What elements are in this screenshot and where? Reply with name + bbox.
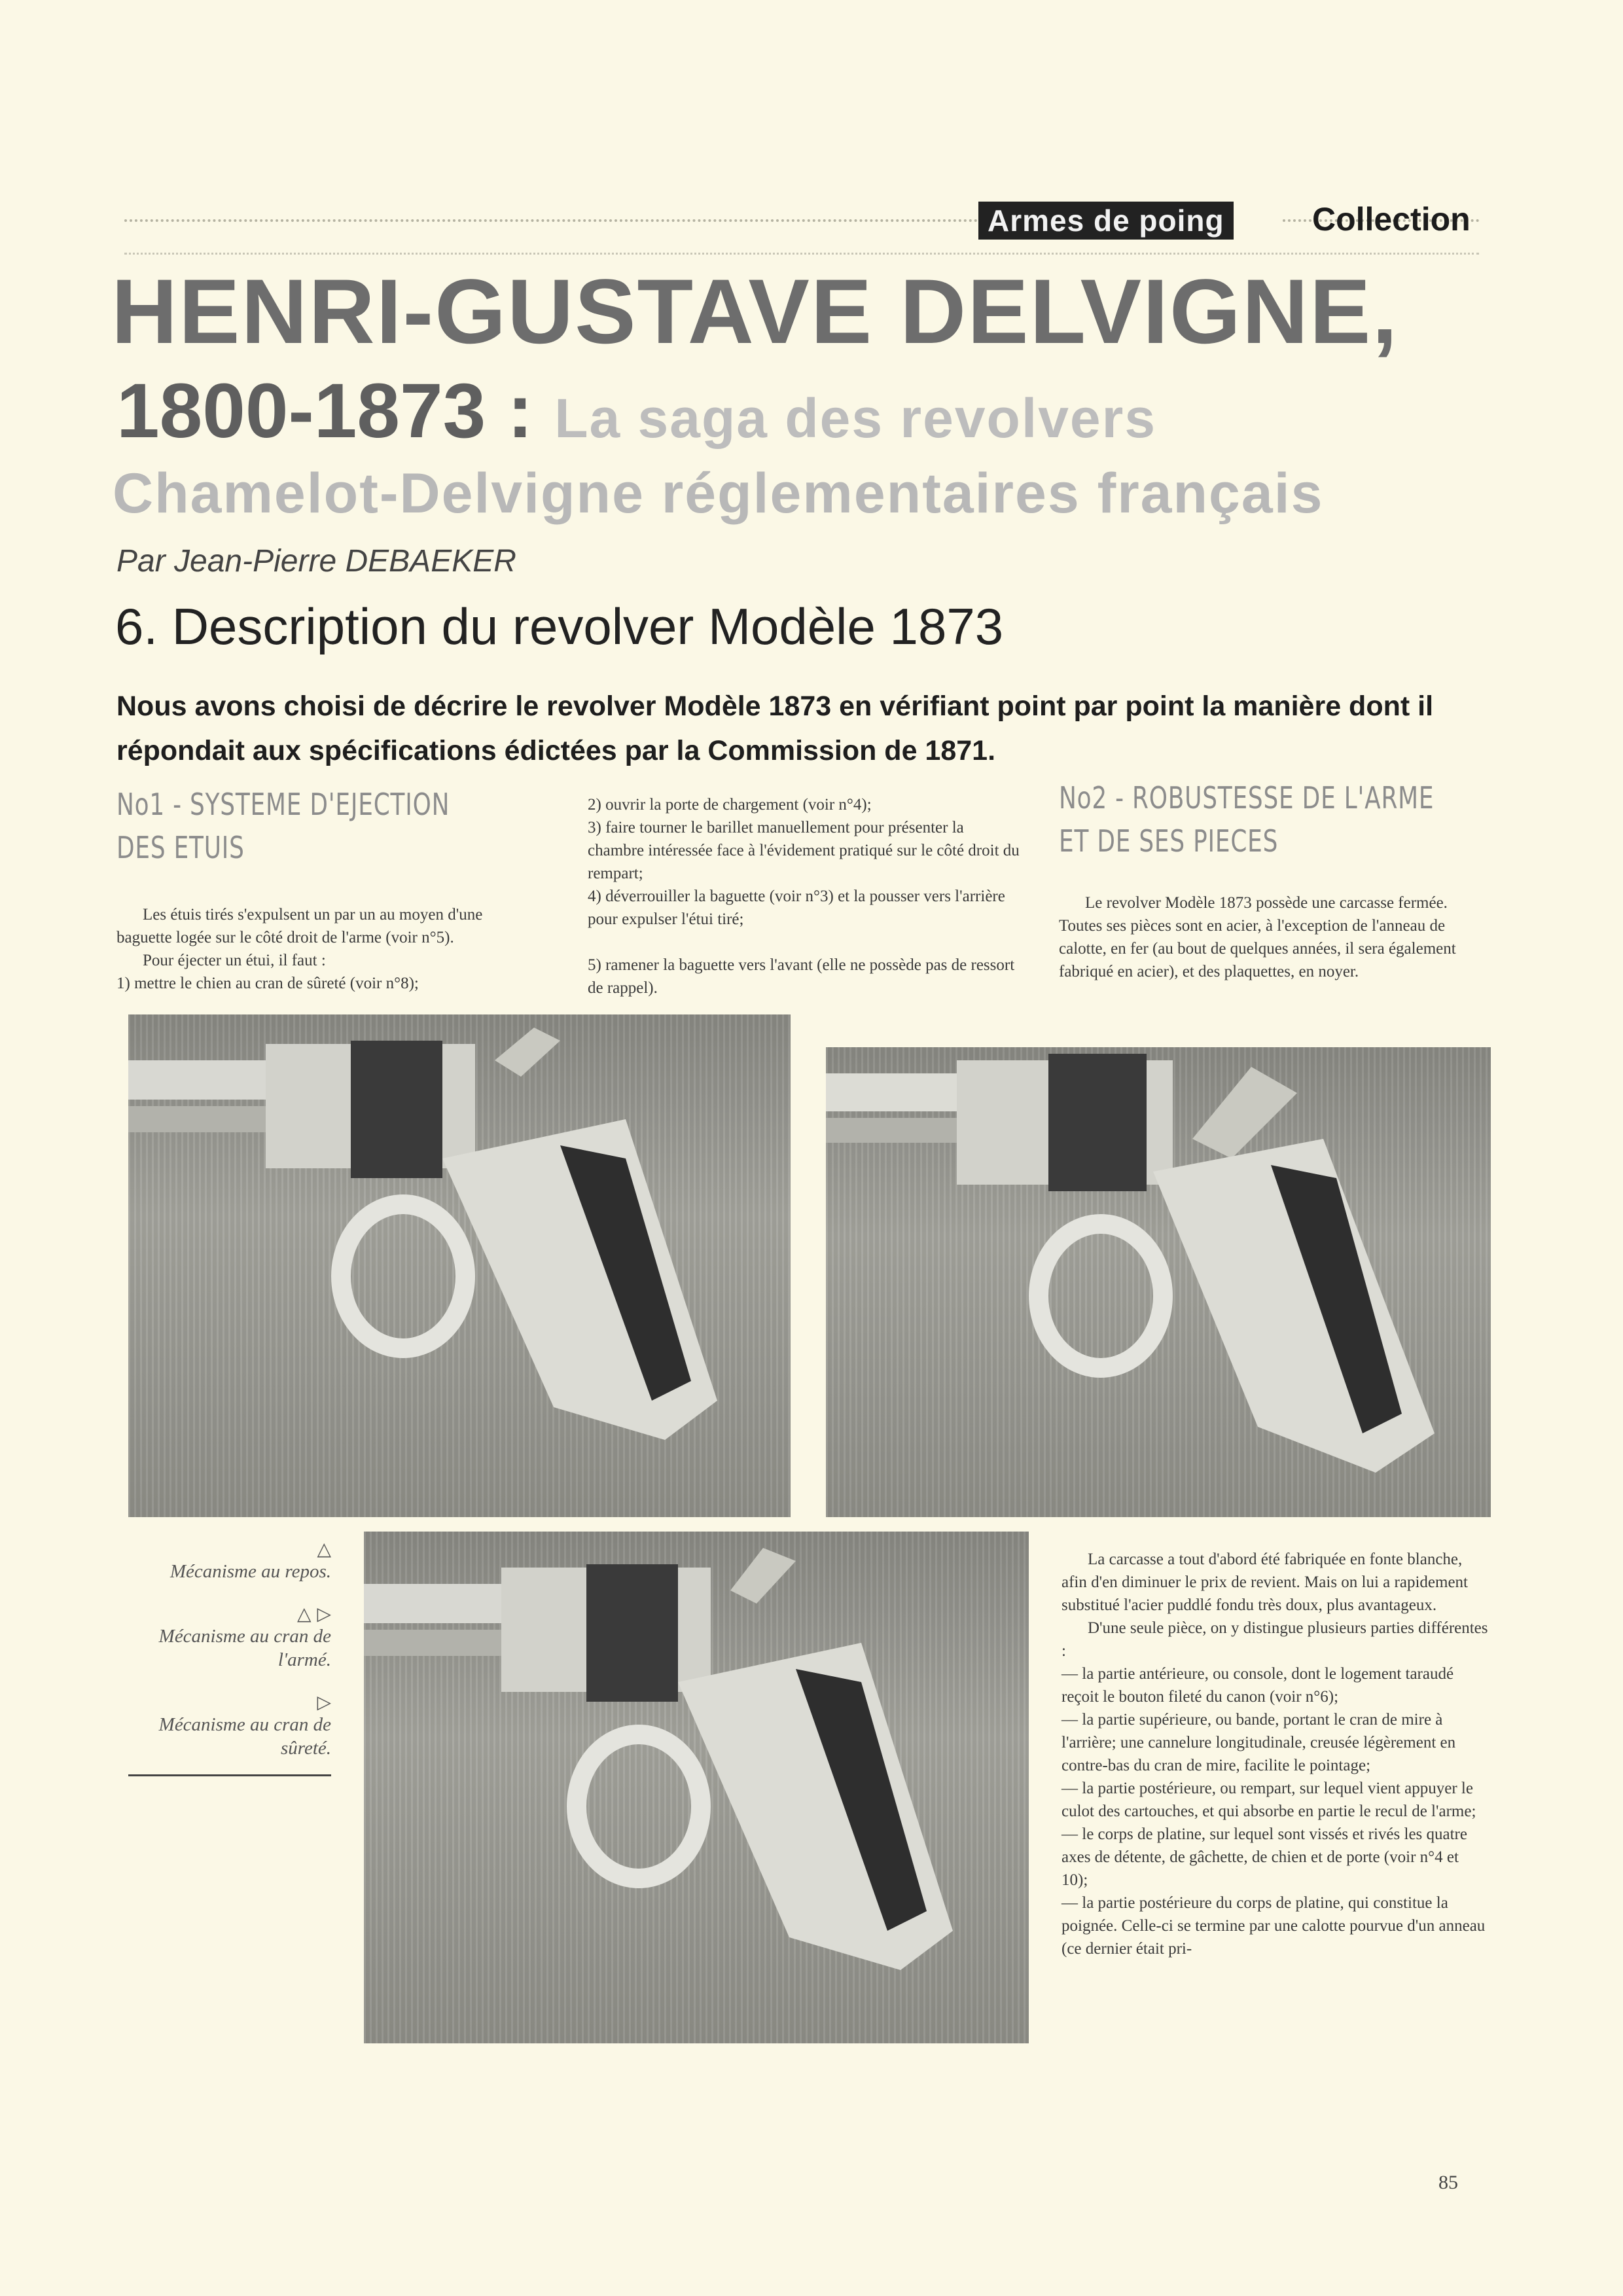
col3-paragraph: Le revolver Modèle 1873 possède une carcasse fermée. Toutes ses pièces sont en acier, à l'exception de l'anneau de calotte, en fer (au bout de quelques années, il sera également fabriqué en acier), et des plaquettes, en noyer. — [1059, 894, 1456, 980]
caption-marker: △ ▷ — [297, 1603, 331, 1624]
trigger-guard — [341, 1204, 465, 1348]
col3-heading-line2: ET DE SES PIECES — [1059, 823, 1279, 859]
col1-paragraph: Les étuis tirés s'expulsent un par un au moyen d'une baguette logée sur le côté droit de l'arme (voir n°5). — [116, 906, 483, 946]
revolver-hammer — [730, 1548, 796, 1604]
title-rule — [124, 253, 1479, 255]
article-subtitle: La saga des revolvers — [554, 387, 1157, 449]
revolver-cylinder — [586, 1564, 678, 1702]
right-paragraph: — la partie antérieure, ou console, dont le logement taraudé reçoit le bouton fileté du canon (voir n°6); — [1061, 1665, 1454, 1706]
col2-paragraph: 3) faire tourner le barillet manuellement pour présenter la chambre intéressée face à l'évidement pratiqué sur le côté droit du rempart; — [588, 819, 1020, 882]
article-title-line3: Chamelot-Delvigne réglementaires français — [113, 462, 1324, 525]
caption-rule — [128, 1774, 331, 1776]
revolver-photo-cocked — [826, 1047, 1491, 1517]
col1-paragraph: Pour éjecter un étui, il faut : — [143, 952, 326, 969]
section-kicker: Armes de poing — [978, 202, 1234, 240]
section-title: 6. Description du revolver Modèle 1873 — [115, 598, 1004, 655]
header-rule-left — [124, 219, 1067, 222]
caption-marker: △ — [317, 1538, 331, 1560]
caption-marker: ▷ — [317, 1691, 331, 1713]
right-paragraph: — la partie postérieure, ou rempart, sur lequel vient appuyer le culot des cartouches, et qui absorbe en partie le recul de l'arme; — [1061, 1780, 1476, 1820]
byline: Par Jean-Pierre DEBAEKER — [116, 544, 516, 579]
right-column — [1061, 1548, 1488, 1960]
revolver-hammer — [1192, 1067, 1297, 1158]
trigger-guard — [1039, 1224, 1163, 1368]
col2-paragraph: 5) ramener la baguette vers l'avant (elle ne possède pas de ressort de rappel). — [588, 956, 1015, 997]
column-2 — [588, 793, 1020, 999]
article-title-line1: HENRI-GUSTAVE DELVIGNE, — [111, 260, 1399, 363]
right-paragraph: — la partie postérieure du corps de platine, qui constitue la poignée. Celle-ci se termine par une calotte pourvue d'un anneau (ce dernier était pri- — [1061, 1894, 1486, 1958]
right-paragraph: La carcasse a tout d'abord été fabriquée en fonte blanche, afin d'en diminuer le prix de revient. Mais on lui a rapidement substitué l'acier puddlé fondu très doux, plus avantageux. — [1061, 1551, 1468, 1614]
col2-paragraph: 4) déverrouiller la baguette (voir n°3) et la pousser vers l'arrière pour expulser l'étui tiré; — [588, 888, 1005, 928]
caption-safety: Mécanisme au cran de sûreté. — [158, 1714, 331, 1759]
revolver-cylinder — [1048, 1054, 1147, 1191]
revolver-illustration — [364, 1532, 1029, 2043]
col1-body — [116, 903, 535, 995]
collection-label: Collection — [1312, 201, 1471, 238]
column-1 — [116, 783, 548, 995]
article-title-line2 — [116, 367, 1156, 456]
article-title-dates: 1800-1873 : — [116, 368, 533, 454]
caption-at-rest: Mécanisme au repos. — [169, 1561, 331, 1582]
revolver-illustration — [826, 1047, 1491, 1517]
col1-heading-line1: No1 - SYSTEME D'EJECTION — [116, 787, 450, 822]
right-paragraph: — le corps de platine, sur lequel sont vissés et rivés les quatre axes de détente, de gâchette, de chien et de porte (voir n°4 et 10); — [1061, 1825, 1467, 1889]
photo-captions — [128, 1538, 331, 1776]
right-paragraph: D'une seule pièce, on y distingue plusieurs parties différentes : — [1061, 1619, 1488, 1660]
ejector-rod — [826, 1118, 957, 1143]
col3-heading-line1: No2 - ROBUSTESSE DE L'ARME — [1059, 780, 1435, 816]
right-paragraph: — la partie supérieure, ou bande, portant le cran de mire à l'arrière; une cannelure longitudinale, creusée légèrement en contre-bas du cran de mire, facilite le pointage; — [1061, 1711, 1456, 1774]
col1-paragraph: 1) mettre le chien au cran de sûreté (voir n°8); — [116, 975, 419, 992]
revolver-photo-at-rest — [128, 1014, 791, 1517]
ejector-rod — [364, 1630, 501, 1656]
ejector-rod — [128, 1106, 266, 1132]
col2-paragraph: 2) ouvrir la porte de chargement (voir n°4); — [588, 796, 872, 814]
page-number: 85 — [1438, 2172, 1458, 2193]
revolver-hammer — [495, 1028, 560, 1077]
col1-heading-line2: DES ETUIS — [116, 830, 245, 865]
revolver-cylinder — [351, 1041, 442, 1178]
caption-cocked: Mécanisme au cran de l'armé. — [158, 1626, 331, 1670]
trigger-guard — [577, 1734, 701, 1878]
lead-paragraph: Nous avons choisi de décrire le revolver Modèle 1873 en vérifiant point par point la manière dont il répondait aux spécifications édictées par la Commission de 1871. — [116, 691, 1434, 766]
revolver-photo-safety — [364, 1532, 1029, 2043]
column-3 — [1059, 776, 1491, 983]
revolver-illustration — [128, 1014, 791, 1517]
